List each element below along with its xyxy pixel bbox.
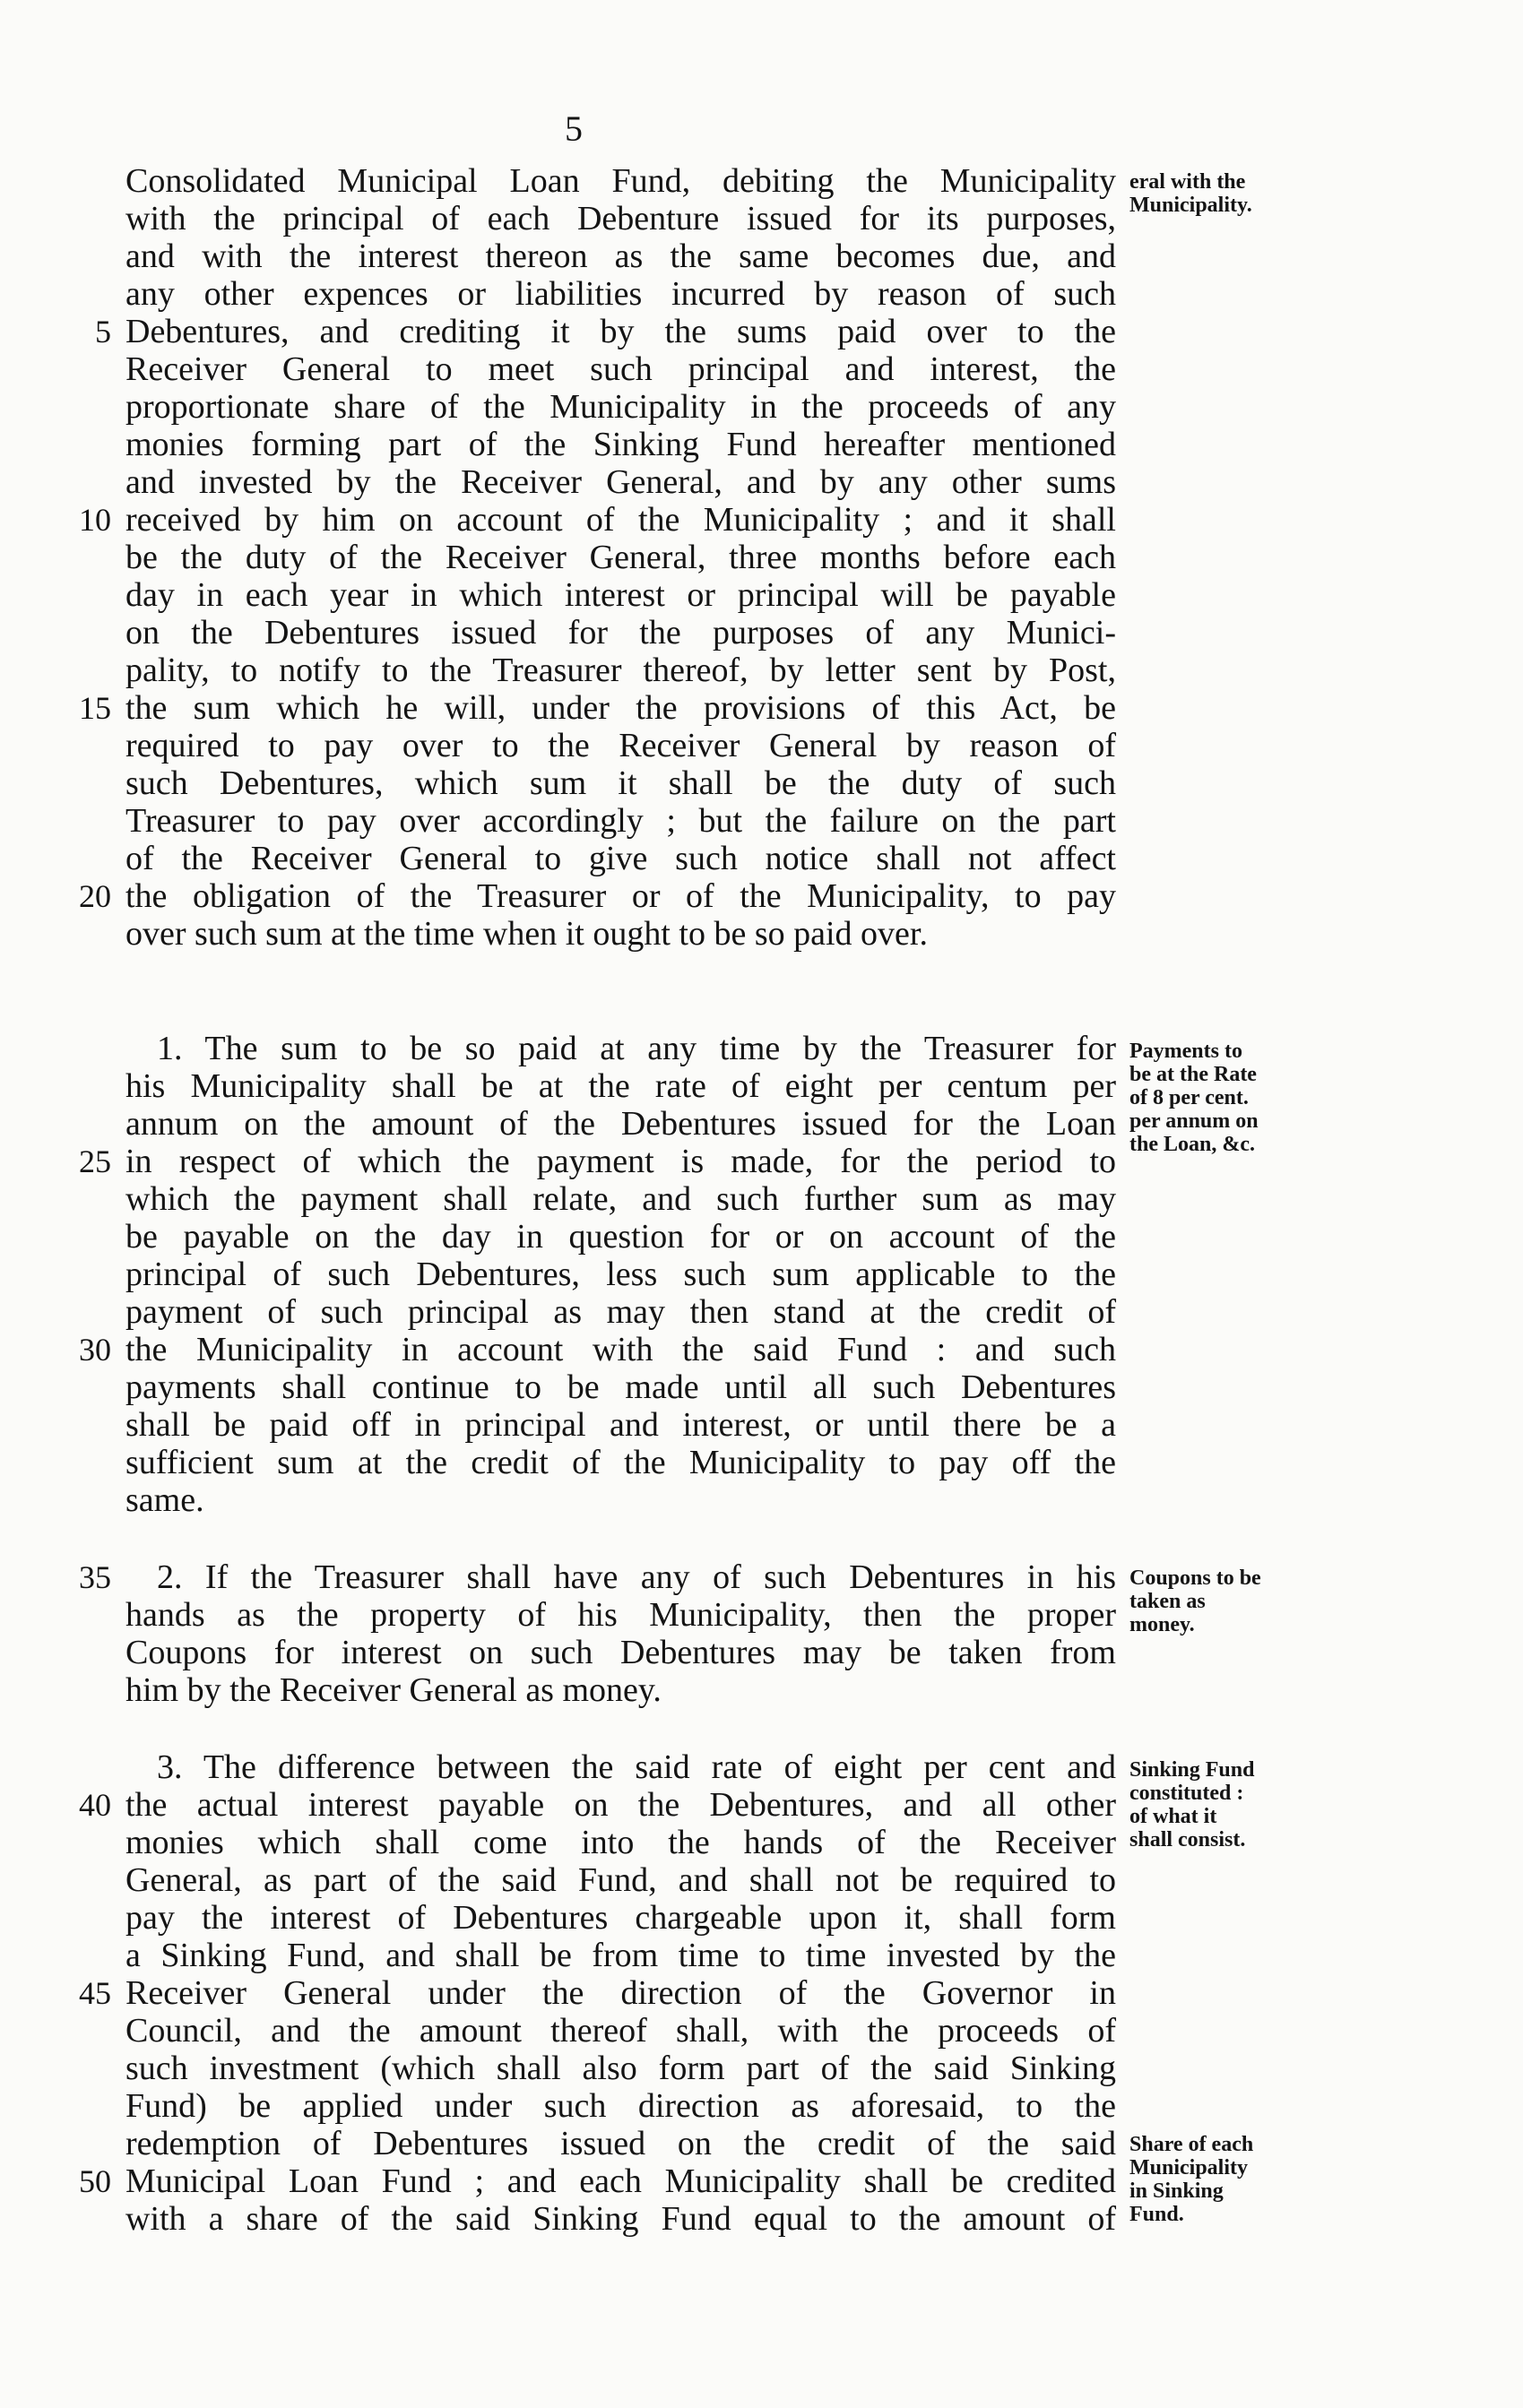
text-line: of the Receiver General to give such notice shall not affect: [125, 840, 1116, 877]
line-number: 15: [79, 690, 111, 726]
text-line: annum on the amount of the Debentures issued for the Loan: [125, 1105, 1116, 1143]
text-line: be payable on the day in question for or on account of the: [125, 1218, 1116, 1256]
text-line: 2. If the Treasurer shall have any of such Debentures in his: [157, 1558, 1116, 1596]
line-number: 40: [79, 1787, 111, 1823]
line-number: 20: [79, 878, 111, 914]
text-line: the sum which he will, under the provisions of this Act, be: [125, 689, 1116, 727]
text-line: sufficient sum at the credit of the Municipality to pay off the: [125, 1444, 1116, 1481]
text-line: Coupons for interest on such Debentures may be taken from: [125, 1634, 1116, 1671]
side-note-line: of 8 per cent.: [1129, 1086, 1249, 1109]
text-line: Receiver General to meet such principal and interest, the: [125, 350, 1116, 388]
text-line: and with the interest thereon as the same becomes due, and: [125, 237, 1116, 275]
text-line: the actual interest payable on the Debentures, and all other: [125, 1786, 1116, 1824]
text-line: proportionate share of the Municipality in the proceeds of any: [125, 388, 1116, 426]
text-line: such investment (which shall also form part of the said Sinking: [125, 2050, 1116, 2087]
text-line: shall be paid off in principal and interest, or until there be a: [125, 1406, 1116, 1444]
text-line: Receiver General under the direction of the Governor in: [125, 1974, 1116, 2012]
text-line: which the payment shall relate, and such further sum as may: [125, 1180, 1116, 1218]
text-line: in respect of which the payment is made, for the period to: [125, 1143, 1116, 1180]
text-line: on the Debentures issued for the purposes of any Munici-: [125, 614, 1116, 652]
side-note-line: money.: [1129, 1613, 1195, 1636]
text-line: such Debentures, which sum it shall be the duty of such: [125, 764, 1116, 802]
side-note-line: Municipality.: [1129, 194, 1252, 217]
text-line: Fund) be applied under such direction as aforesaid, to the: [125, 2087, 1116, 2125]
text-line: 1. The sum to be so paid at any time by the Treasurer for: [157, 1030, 1116, 1067]
line-number: 35: [79, 1559, 111, 1595]
text-line: day in each year in which interest or principal will be payable: [125, 576, 1116, 614]
text-line: 3. The difference between the said rate of eight per cent and: [157, 1748, 1116, 1786]
text-line: over such sum at the time when it ought to be so paid over.: [125, 915, 928, 953]
text-line: pality, to notify to the Treasurer thereof, by letter sent by Post,: [125, 652, 1116, 689]
side-note-line: in Sinking: [1129, 2179, 1224, 2203]
side-note-line: Payments to: [1129, 1040, 1242, 1063]
text-line: payment of such principal as may then stand at the credit of: [125, 1293, 1116, 1331]
text-line: Consolidated Municipal Loan Fund, debiting the Municipality: [125, 162, 1116, 200]
text-line: a Sinking Fund, and shall be from time to time invested by the: [125, 1937, 1116, 1974]
side-note-payments: [1129, 1040, 1309, 1156]
side-note-line: Municipality: [1129, 2156, 1249, 2179]
text-line: the obligation of the Treasurer or of the Municipality, to pay: [125, 877, 1116, 915]
side-note-line: Fund.: [1129, 2203, 1184, 2226]
side-note-line: of what it: [1129, 1805, 1217, 1828]
page-number: 5: [565, 108, 583, 149]
text-line: and invested by the Receiver General, and by any other sums: [125, 463, 1116, 501]
text-line: required to pay over to the Receiver General by reason of: [125, 727, 1116, 764]
text-line: hands as the property of his Municipality, then the proper: [125, 1596, 1116, 1634]
line-number: 50: [79, 2163, 111, 2199]
line-number: 30: [79, 1332, 111, 1368]
text-line: be the duty of the Receiver General, three months before each: [125, 539, 1116, 576]
side-note-sinking-fund: [1129, 1758, 1309, 1851]
text-line: pay the interest of Debentures chargeable upon it, shall form: [125, 1899, 1116, 1937]
side-note-line: constituted :: [1129, 1782, 1244, 1805]
text-line: him by the Receiver General as money.: [125, 1671, 662, 1709]
text-line: Debentures, and crediting it by the sums paid over to the: [125, 313, 1116, 350]
side-note-line: Sinking Fund: [1129, 1758, 1255, 1782]
side-note-line: eral with the: [1129, 170, 1246, 194]
side-note-line: be at the Rate: [1129, 1063, 1257, 1086]
text-line: received by him on account of the Municipality ; and it shall: [125, 501, 1116, 539]
line-number: 25: [79, 1144, 111, 1179]
side-note-share: [1129, 2133, 1309, 2226]
line-number: 5: [95, 314, 111, 350]
line-number: 10: [79, 502, 111, 538]
side-note-coupons: [1129, 1566, 1309, 1636]
text-line: Treasurer to pay over accordingly ; but the failure on the part: [125, 802, 1116, 840]
text-line: Municipal Loan Fund ; and each Municipality shall be credited: [125, 2162, 1116, 2200]
text-line: redemption of Debentures issued on the credit of the said: [125, 2125, 1116, 2162]
side-note-line: Coupons to be: [1129, 1566, 1261, 1590]
text-line: monies forming part of the Sinking Fund hereafter mentioned: [125, 426, 1116, 463]
text-line: payments shall continue to be made until all such Debentures: [125, 1368, 1116, 1406]
text-line: Council, and the amount thereof shall, with the proceeds of: [125, 2012, 1116, 2050]
text-line: same.: [125, 1481, 204, 1519]
text-line: with a share of the said Sinking Fund equal to the amount of: [125, 2200, 1116, 2238]
text-line: General, as part of the said Fund, and shall not be required to: [125, 1861, 1116, 1899]
line-number: 45: [79, 1975, 111, 2011]
text-line: with the principal of each Debenture issued for its purposes,: [125, 200, 1116, 237]
side-note-line: taken as: [1129, 1590, 1206, 1613]
side-note-municipality: [1129, 170, 1309, 217]
text-line: monies which shall come into the hands of the Receiver: [125, 1824, 1116, 1861]
side-note-line: shall consist.: [1129, 1828, 1246, 1851]
text-line: principal of such Debentures, less such sum applicable to the: [125, 1256, 1116, 1293]
text-line: his Municipality shall be at the rate of eight per centum per: [125, 1067, 1116, 1105]
side-note-line: Share of each: [1129, 2133, 1254, 2156]
text-line: the Municipality in account with the said Fund : and such: [125, 1331, 1116, 1368]
text-line: any other expences or liabilities incurred by reason of such: [125, 275, 1116, 313]
side-note-line: per annum on: [1129, 1109, 1259, 1133]
side-note-line: the Loan, &c.: [1129, 1133, 1255, 1156]
